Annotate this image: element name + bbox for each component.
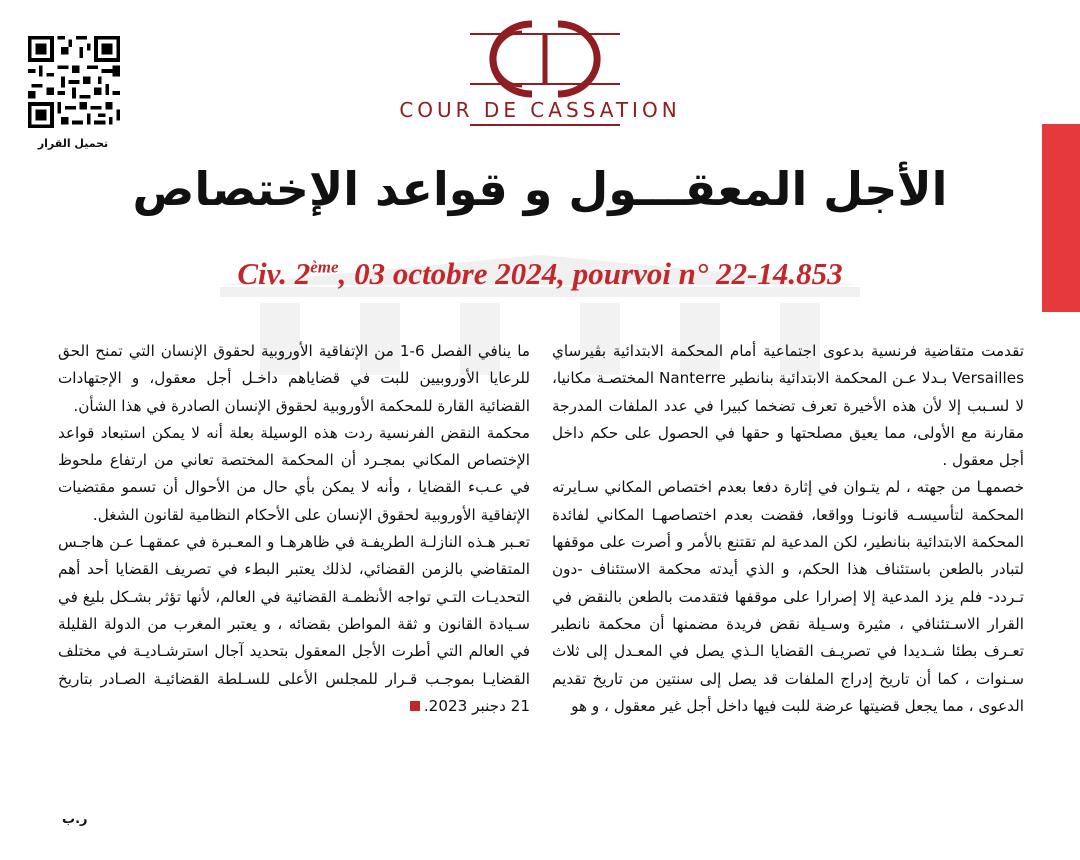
page-title: الأجل المعقـــول و قواعد الإختصاص bbox=[132, 162, 948, 216]
article-column-right bbox=[552, 338, 1024, 720]
case-reference-sup: ème bbox=[310, 257, 339, 277]
article-paragraph: خصمهـا من جهته ، لم يتـوان في إثارة دفعا بعدم اختصاص المكاني سـايرته المحكمة لتأسيسـه قانونـا وواقعا، فقضت بعدم اختصاصهـا المكاني لفائدة المحكمة الابتدائية بنانطير، لكن المدعية لم تقتنع بالأمر و أصرت على موقفها لتبادر بالطعن باستئناف هذا الحكم، و الذي أيدته محكمة الاستئناف -دون تـردد- فلم يزد المدعية إلا إصرارا على موقفها فتقدمت بالطعن بالنقض في القرار الاسـتئنافي ، مثيرة وسـيلة نقض فريدة مضمنها أن محكمة نانطير تعـرف بطئا شـديدا في تصريـف القضايا الـذي يصل في المعـدل إلى ثلاث سـنوات ، كما أن تاريخ إدراج الملفات قد يصل إلى سنتين من تاريخ تقديم الدعوى ، مما يجعل قضيتها عرضة للبت فيها داخل أجل غير معقول ، و هو bbox=[552, 478, 1024, 715]
article-paragraph-last bbox=[58, 529, 530, 720]
case-reference-chamber: Civ. 2 bbox=[237, 256, 311, 291]
logo-text: COUR DE CASSATION bbox=[399, 98, 681, 122]
case-reference-details: , 03 octobre 2024, pourvoi n° 22-14.853 bbox=[338, 256, 843, 291]
article-paragraph: ما ينافي الفصل 6-1 من الإتفاقية الأوروبية لحقوق الإنسان التي تمنح الحق للرعايا الأوروبيين للبت في قضاياهم داخـل أجل معقول، و الإجتهادات القضائية القارة للمحكمة الأوروبية لحقوق الإنسان الصادرة في هذا الشأن. bbox=[58, 342, 530, 415]
article-paragraph: محكمة النقض الفرنسية ردت هذه الوسيلة بعلة أنه لا يمكن استبعاد قواعد الإختصاص المكاني بمجـرد أن المحكمة المختصة تعاني من ارتفاع ملحوظ في عـبء القضايا ، وأنه لا يمكن بأي حال من الأحوال أن تسمو مقتضيات الإتفاقية الأوروبية لحقوق الإنسان على الأحكام النظامية لقانون الشغل. bbox=[58, 423, 530, 524]
logo-rule bbox=[470, 124, 620, 126]
article-paragraph: تقدمت متقاضية فرنسية بدعوى اجتماعية أمام المحكمة الابتدائية بڤيرساي Versailles بـدلا عـن المحكمة الابتدائية بنانطير Nanterre المختصـة مكانيا، لا لسـبب إلا لأن هذه الأخيرة تعرف تضخما كبيرا في عدد الملفات المدرجة مقارنة مع الأولى، مما يعيق مصلحتها و حقها في الحصول على حكم داخل أجل معقول . bbox=[552, 342, 1024, 470]
cour-de-cassation-logo bbox=[470, 16, 620, 102]
qr-caption: تحميل القرار bbox=[37, 137, 109, 150]
article-column-left bbox=[58, 338, 530, 720]
author-initials: ر.ب bbox=[62, 812, 88, 827]
end-mark-icon bbox=[410, 701, 420, 711]
qr-code-icon[interactable] bbox=[28, 36, 120, 128]
article-paragraph-text: تعـبر هـذه النازلـة الطريفـة في ظاهرهـا و المعـبرة في عمقهـا عـن هاجـس المتقاضي بالزمن القضائي، لذلك يعتبر البطء في تصريف القضايا أحد أهم التحديـات التـي تواجه الأنظمـة القضائية في العالم، لأنها تؤثر بشـكل بليغ في سـيادة القانون و ثقة المواطن بقضائه ، و يعتبر المغرب من الدولة القليلة في العالم التي أطرت الأجل المعقول بتحديد آجال استرشـاديـة في مختلف القضايـا بموجـب قـرار للمجلس الأعلى للسـلطة القضائيـة الصـادر بتاريخ 21 دجنبر 2023. bbox=[58, 533, 530, 715]
red-edge-tab bbox=[1042, 124, 1080, 312]
case-reference bbox=[120, 256, 960, 292]
